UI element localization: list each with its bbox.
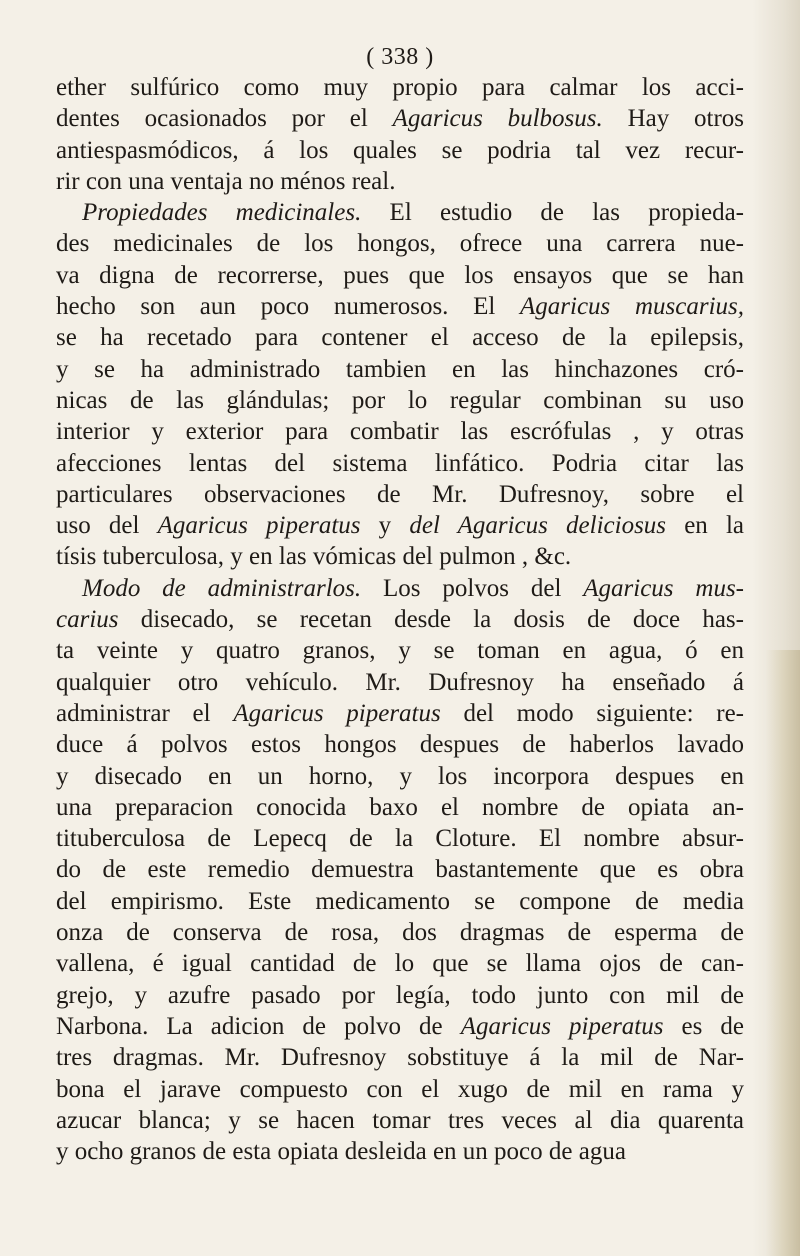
text-line bbox=[56, 917, 744, 948]
text-segment: vallena, é igual cantidad de lo que se llama ojos de can- bbox=[56, 950, 744, 978]
text-segment: administrar el bbox=[56, 699, 234, 727]
text-segment: es de bbox=[663, 1012, 744, 1040]
text-segment: duce á polvos estos hongos despues de haberlos lavado bbox=[56, 731, 744, 759]
italic-segment: del Agaricus deliciosus bbox=[409, 512, 667, 540]
text-line bbox=[56, 291, 744, 322]
text-line bbox=[56, 322, 744, 353]
text-segment: del empirismo. Este medicamento se compone de media bbox=[56, 887, 744, 915]
text-segment: tres dragmas. Mr. Dufresnoy sobstituye á la mil de Nar- bbox=[56, 1044, 744, 1072]
text-line bbox=[56, 573, 744, 604]
text-segment: nicas de las glándulas; por lo regular combinan su uso bbox=[56, 386, 744, 414]
text-line bbox=[56, 354, 744, 385]
text-line bbox=[56, 197, 744, 228]
paper-edge-stain bbox=[766, 650, 800, 1256]
text-segment: Hay otros bbox=[602, 105, 744, 133]
text-line bbox=[56, 854, 744, 885]
italic-segment: Propiedades medicinales. bbox=[82, 199, 362, 227]
text-line bbox=[56, 635, 744, 666]
text-segment: hecho son aun poco numerosos. El bbox=[56, 293, 521, 321]
text-segment: qualquier otro vehículo. Mr. Dufresnoy ha enseñado á bbox=[56, 668, 744, 696]
italic-segment: Agaricus piperatus bbox=[233, 699, 441, 727]
text-segment: ta veinte y quatro granos, y se toman en agua, ó en bbox=[56, 637, 744, 665]
text-segment: azucar blanca; y se hacen tomar tres veces al dia quarenta bbox=[56, 1106, 744, 1134]
italic-segment: Agaricus bulbosus. bbox=[392, 105, 603, 133]
text-segment: una preparacion conocida baxo el nombre de opiata an- bbox=[56, 793, 744, 821]
text-segment: do de este remedio demuestra bastantemente que es obra bbox=[56, 856, 744, 884]
italic-segment: Agaricus piperatus bbox=[460, 1012, 664, 1040]
text-segment: Narbona. La adicion de polvo de bbox=[56, 1012, 461, 1040]
text-segment: y ocho granos de esta opiata desleida en un poco de agua bbox=[56, 1138, 626, 1166]
text-line bbox=[56, 448, 744, 479]
text-segment: del modo siguiente: re- bbox=[440, 699, 744, 727]
italic-segment: Modo de administrarlos. bbox=[82, 574, 362, 602]
text-line bbox=[56, 948, 744, 979]
italic-segment: carius bbox=[56, 606, 119, 634]
text-line bbox=[56, 823, 744, 854]
text-line bbox=[56, 416, 744, 447]
text-segment: bona el jarave compuesto con el xugo de mil en rama y bbox=[56, 1075, 744, 1103]
text-line bbox=[56, 698, 744, 729]
text-segment: grejo, y azufre pasado por legía, todo junto con mil de bbox=[56, 981, 744, 1009]
text-segment: y se ha administrado tambien en las hinchazones cró- bbox=[56, 355, 744, 383]
text-line bbox=[56, 510, 744, 541]
text-line bbox=[56, 886, 744, 917]
text-line bbox=[56, 103, 744, 134]
text-line bbox=[56, 792, 744, 823]
text-line bbox=[56, 1042, 744, 1073]
text-segment: ether sulfúrico como muy propio para calmar los acci- bbox=[56, 74, 744, 101]
text-line bbox=[56, 761, 744, 792]
text-line bbox=[56, 135, 744, 166]
text-line bbox=[56, 541, 744, 572]
text-segment: tísis tuberculosa, y en las vómicas del pulmon , &c. bbox=[56, 543, 572, 571]
text-segment: Los polvos del bbox=[361, 574, 584, 602]
text-segment: va digna de recorrerse, pues que los ensayos que se han bbox=[56, 261, 744, 289]
text-line bbox=[56, 980, 744, 1011]
text-segment: dentes ocasionados por el bbox=[56, 105, 393, 133]
text-line bbox=[56, 385, 744, 416]
italic-segment: Agaricus muscarius, bbox=[520, 293, 745, 321]
text-line bbox=[56, 604, 744, 635]
italic-segment: Agaricus piperatus bbox=[157, 512, 361, 540]
text-segment: disecado, se recetan desde la dosis de doce has- bbox=[118, 606, 744, 634]
text-segment: afecciones lentas del sistema linfático. Podria citar las bbox=[56, 449, 744, 477]
text-segment: en la bbox=[666, 512, 745, 540]
text-segment: se ha recetado para contener el acceso de la epilepsis, bbox=[56, 324, 744, 352]
text-line bbox=[56, 228, 744, 259]
text-line bbox=[56, 260, 744, 291]
text-line bbox=[56, 667, 744, 698]
text-segment: El estudio de las propieda- bbox=[361, 199, 744, 227]
text-segment: des medicinales de los hongos, ofrece una carrera nue- bbox=[56, 230, 744, 258]
body-text bbox=[56, 72, 744, 1167]
text-line bbox=[56, 1105, 744, 1136]
text-segment: y bbox=[360, 512, 410, 540]
text-line bbox=[56, 166, 744, 197]
text-segment: onza de conserva de rosa, dos dragmas de esperma de bbox=[56, 919, 744, 947]
text-line bbox=[56, 1136, 744, 1167]
text-segment: tituberculosa de Lepecq de la Cloture. El nombre absur- bbox=[56, 825, 744, 853]
text-segment: y disecado en un horno, y los incorpora despues en bbox=[56, 762, 744, 790]
text-line bbox=[56, 729, 744, 760]
page-number: ( 338 ) bbox=[366, 44, 434, 70]
italic-segment: Agaricus mus- bbox=[583, 574, 744, 602]
text-segment: interior y exterior para combatir las escrófulas , y otras bbox=[56, 418, 744, 446]
text-line bbox=[56, 1011, 744, 1042]
text-line bbox=[56, 72, 744, 103]
text-segment: uso del bbox=[56, 512, 158, 540]
text-segment: rir con una ventaja no ménos real. bbox=[56, 167, 396, 195]
text-line bbox=[56, 1074, 744, 1105]
text-segment: particulares observaciones de Mr. Dufresnoy, sobre el bbox=[56, 480, 744, 508]
text-line bbox=[56, 479, 744, 510]
text-segment: antiespasmódicos, á los quales se podria tal vez recur- bbox=[56, 136, 744, 164]
